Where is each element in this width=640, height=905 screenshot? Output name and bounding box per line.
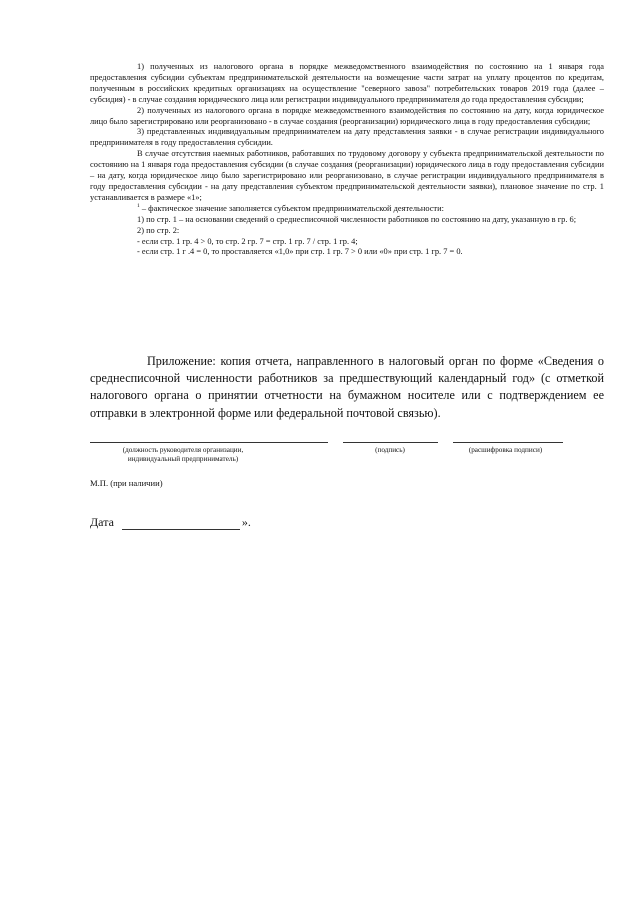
signature-line [343,442,438,443]
decode-caption: (расшифровка подписи) [468,446,543,454]
footnote-item-3: - если стр. 1 гр. 4 > 0, то стр. 2 гр. 7 = стр. 1 гр. 7 / стр. 1 гр. 4; [137,236,358,246]
note-paragraph-2: 2) полученных из налогового органа в порядке межведомственного взаимодействия по состоянию на дату, когда юридическое лицо было зарегистрировано или реорганизовано - в случае создания (реорганизации) юридического лица в году предоставления субсидии; [90,105,604,126]
footnote-intro-text: – фактическое значение заполняется субъектом предпринимательской деятельности: [139,203,444,213]
position-signature-line [90,442,328,443]
decode-signature-line [453,442,563,443]
date-line [122,517,240,530]
footnote-intro [90,204,604,215]
date-suffix: ». [241,515,251,529]
footnote-mark: 1 [137,202,140,209]
note-paragraph-3: 3) представленных индивидуальным предпринимателем на дату представления заявки - в случае регистрации индивидуального предпринимателя в году предоставления субсидии. [90,127,604,148]
footnote-item-4: - если стр. 1 г .4 = 0, то проставляется «1,0» при стр. 1 гр. 7 > 0 или «0» при стр. 1 гр. 7 = 0. [137,247,463,257]
note-paragraph-4: В случае отсутствия наемных работников, работавших по трудовому договору у субъекта предпринимательской деятельности по состоянию на 1 января года предоставления субсидии (в случае создания (реорганизации) юридического лица в году предоставления субсидии – на дату, когда юридическое лицо было зарегистрировано или реорганизовано, в случае регистрации индивидуального предпринимателя в году предоставления субсидии - на дату представления субъектом предпринимательской деятельности заявки), плановое значение по стр. 1 устанавливается в размере «1»; [90,149,604,202]
date-label: Дата [90,515,114,529]
position-caption: (должность руководителя организации, индивидуальный предприниматель) [122,446,244,464]
notes-block [90,62,604,258]
footnote-item-2: 2) по стр. 2: [137,225,180,235]
date-row [90,515,251,530]
signature-caption: (подпись) [375,446,405,454]
stamp-label: М.П. (при наличии) [90,478,163,488]
note-paragraph-1: 1) полученных из налогового органа в порядке межведомственного взаимодействия по состоянию на 1 января года предоставления субсидии субъектам предпринимательской деятельности на возмещение части затрат на уплату процентов по кредитам, полученным в российских кредитных организациях на осуществление "северного завоза" потребительских товаров 2019 года (далее – субсидия) - в случае создания юридического лица или регистрации индивидуального предпринимателя до года предоставления субсидии; [90,62,604,104]
appendix-paragraph: Приложение: копия отчета, направленного в налоговый орган по форме «Сведения о среднесписочной численности работников за предшествующий календарный год» (с отметкой налогового органа о принятии отчетности на бумажном носителе или с подтверждением ее отправки в электронной форме или федеральной почтовой связью). [90,354,604,420]
footnote-item-1: 1) по стр. 1 – на основании сведений о среднесписочной численности работников по состоянию на дату, указанную в гр. 6; [137,214,577,224]
